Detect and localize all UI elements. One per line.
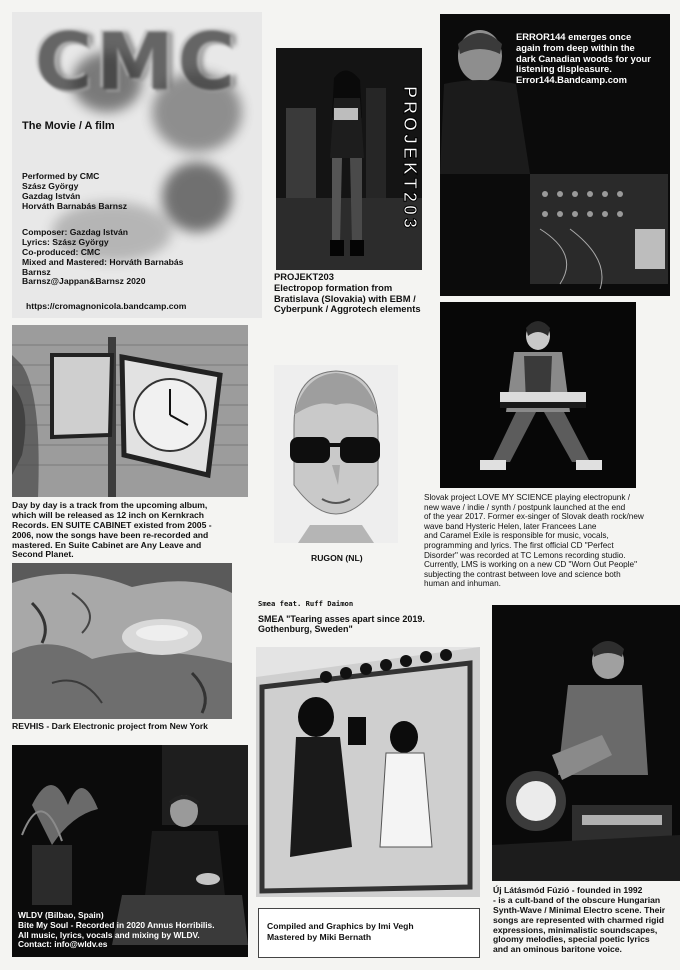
smea-caption: [258, 614, 468, 635]
credits-text: [267, 921, 414, 942]
projekt203-name: PROJEKT203: [274, 271, 334, 282]
en-suite-cabinet-text: [12, 501, 252, 560]
lyrics-line: Lyrics: Szász György: [22, 236, 109, 247]
en-suite-line: Records. EN SUITE CABINET existed from 2005 -: [12, 519, 212, 530]
lms-line: Disorder" was recorded at TC Lemons recording studio.: [424, 550, 626, 560]
caption-line: Electropop formation from: [274, 281, 393, 293]
lms-line: new wave / indie / synth / postpunk launched at the end: [424, 502, 626, 512]
wldv-line: WLDV (Bilbao, Spain): [18, 910, 104, 920]
credits-box: [258, 908, 480, 958]
cmc-logo: CMC: [34, 18, 240, 108]
smea-line: Gothenburg, Sweden": [258, 624, 353, 635]
uj-line: Synth-Wave / Minimal Electro scene. Their: [493, 904, 666, 915]
projekt203-vertical-title: PROJEKT203: [400, 86, 420, 232]
caption-line: Cyberpunk / Aggrotech elements: [274, 303, 421, 315]
lms-line: of the year 2017. Former ex-singer of Slovak death rock/new: [424, 512, 644, 522]
clock-photo: [12, 325, 248, 497]
revhis-photo: [12, 563, 232, 719]
en-suite-line: Day by day is a track from the upcoming album,: [12, 500, 208, 510]
performer: Szász György: [22, 180, 79, 191]
caption-line: Bratislava (Slovakia) with EBM /: [274, 292, 416, 304]
error144-text: [516, 32, 666, 86]
rugon-caption: RUGON (NL): [311, 553, 363, 563]
clock-image: [12, 325, 248, 497]
uj-line: gloomy melodies, special poetic lyrics: [493, 934, 650, 945]
lms-line: subjecting the contrast between love and science both: [424, 569, 621, 579]
uj-photo: [492, 605, 680, 881]
error144-line: dark Canadian woods for your: [516, 52, 651, 64]
error144-photo: [440, 14, 670, 296]
mixed-line: Mixed and Mastered: Horváth Barnabás: [22, 256, 184, 267]
projekt203-caption: [274, 272, 434, 315]
revhis-image: [12, 563, 232, 719]
lms-line: Currently, LMS is working on a new CD "Worn Out People": [424, 560, 638, 570]
uj-line: expressions, minimalistic soundscapes,: [493, 924, 658, 935]
rugon-portrait: [274, 365, 398, 543]
wldv-contact[interactable]: Contact: info@wldv.es: [18, 939, 108, 950]
cmc-performers: [22, 172, 127, 212]
wldv-photo: [12, 745, 248, 957]
rugon-image: [274, 365, 398, 543]
lms-line: and Caramel Exile is responsible for music, vocals,: [424, 531, 609, 541]
en-suite-line: Second Planet.: [12, 549, 74, 560]
lms-image: [440, 302, 636, 488]
copyright-line: Barnsz@Jappan&Barnsz 2020: [22, 276, 146, 287]
smea-header: Smea feat. Ruff Daimon: [258, 599, 354, 608]
uj-image: [492, 605, 680, 881]
lms-line: programming and lyrics. The first official CD "Perfect: [424, 540, 614, 550]
cmc-credits: [22, 228, 183, 287]
lms-line: wave band Hysteric Helen, later Francees Lane: [424, 521, 597, 531]
en-suite-line: which will be released as 12 inch on Kernkrach: [12, 509, 204, 520]
en-suite-line: mastered. En Suite Cabinet are Any Leave and: [12, 539, 202, 550]
lms-line: human and inhuman.: [424, 579, 501, 589]
cmc-poster: [12, 12, 262, 318]
wldv-line: Bite My Soul - Recorded in 2020 Annus Horribilis.: [18, 919, 215, 930]
uj-text: [493, 886, 680, 955]
uj-line: Új Látásmód Fúzió - founded in 1992: [493, 885, 643, 895]
coproduced-line: Co-produced: CMC: [22, 246, 101, 257]
performer: Gazdag István: [22, 190, 81, 201]
revhis-caption: REVHIS - Dark Electronic project from New York: [12, 721, 208, 731]
error144-line: ERROR144 emerges once: [516, 31, 632, 42]
performer: Horváth Barnabás Barnsz: [22, 200, 128, 211]
cmc-bandcamp-link[interactable]: https://cromagnonicola.bandcamp.com: [26, 301, 187, 311]
lms-text: [424, 493, 680, 589]
en-suite-line: 2006, now the songs have been re-recorded and: [12, 529, 209, 540]
error144-line: again from deep within the: [516, 41, 635, 53]
mastered-by: Mastered by Miki Bernath: [267, 931, 372, 942]
composer-line: Composer: Gazdag István: [22, 227, 129, 237]
compiled-by: Compiled and Graphics by Imi Vegh: [267, 921, 414, 931]
smea-line: SMEA "Tearing asses apart since 2019.: [258, 614, 425, 624]
smea-photo: [256, 647, 480, 897]
uj-line: - is a cult-band of the obscure Hungarian: [493, 894, 661, 905]
uj-line: and an ominous baritone voice.: [493, 944, 622, 955]
wldv-text: [18, 911, 246, 950]
wldv-line: All music, lyrics, vocals and mixing by WLDV.: [18, 929, 200, 940]
error144-line: listening displeasure.: [516, 63, 612, 75]
uj-line: songs are represented with charmed rigid: [493, 914, 664, 925]
performed-label: Performed by CMC: [22, 171, 100, 181]
mixed-line-2: Barnsz: [22, 266, 51, 277]
projekt203-photo: [276, 48, 422, 270]
error144-link[interactable]: Error144.Bandcamp.com: [516, 74, 627, 86]
lms-photo: [440, 302, 636, 488]
smea-image: [256, 647, 480, 897]
cmc-subtitle: The Movie / A film: [22, 120, 115, 132]
lms-line: Slovak project LOVE MY SCIENCE playing electropunk /: [424, 493, 630, 502]
